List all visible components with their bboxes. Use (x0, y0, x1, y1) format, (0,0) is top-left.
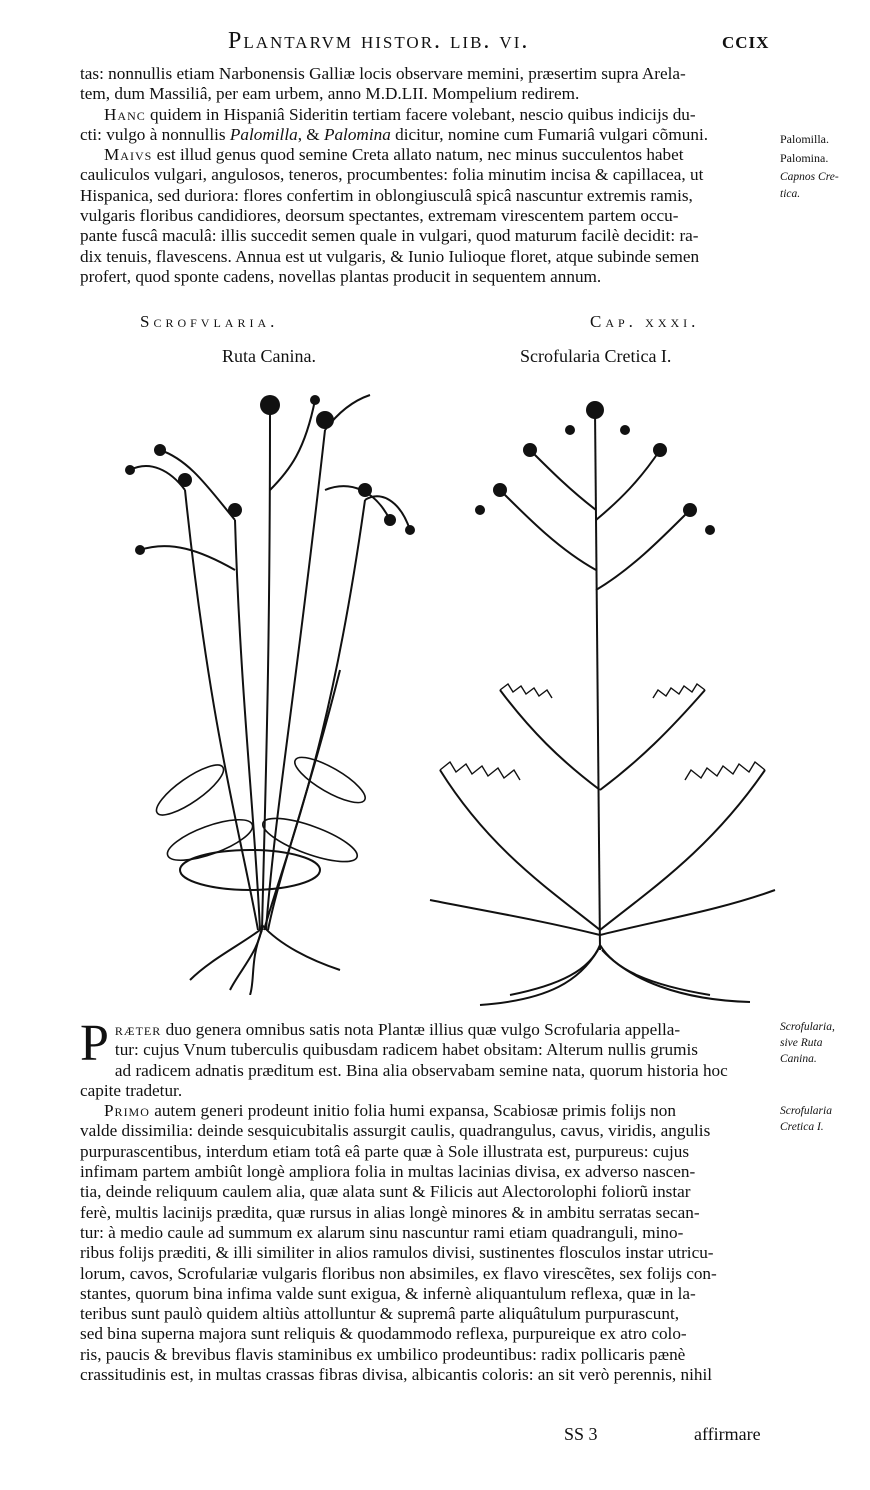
paragraph-hanc (80, 105, 775, 125)
text-line: cauliculos vulgari, angulosos, teneros, procumbentes: folia minutim incisa & capillacea, ut (80, 165, 704, 185)
paragraph-primo (80, 1101, 775, 1121)
text-line: teribus sunt paulò quidem altiùs attolluntur & supremâ parte aliquâtulum purpurascunt, (80, 1304, 680, 1324)
text-line: valde dissimilia: deinde sesquicubitalis assurgit caulis, quadrangulus, cavus, viridis, angulis (80, 1121, 711, 1141)
text-run: , & (297, 124, 324, 144)
text-line: dix tenuis, flavescens. Annua est ut vulgaris, & Iunio Iulioque floret, atque subinde semen (80, 246, 700, 266)
text-line: purpurascentibus, interdum etiam totâ eâ parte quæ à Sole illustrata est, purpureus: cujus (80, 1141, 690, 1161)
text-line: tas: nonnullis etiam Narbonensis Galliæ locis observare memini, præsertim supra Arela- (80, 64, 686, 83)
text-line: infimam partem ambiût longè ampliora folia in multas lacinias divisa, ex adverso nascen- (80, 1162, 696, 1182)
text-line: ribus folijs præditi, & illi similiter in alios ramulos divisi, sustinentes flosculos instar utricu- (80, 1243, 714, 1263)
text-line: tur: cujus Vnum tuberculis quibusdam radicem habet obsitam: Alterum nullis grumis (114, 1040, 698, 1060)
margin-note-capnos-cont: tica. (780, 188, 801, 200)
text-run: autem generi prodeunt initio folia humi expansa, Scabiosæ primis folijs non (149, 1101, 676, 1121)
italic-term: Palomilla (229, 124, 298, 144)
text-run: duo genera omnibus satis nota Plantæ illius quæ vulgo Scrofularia appella- (161, 1020, 681, 1039)
text-line: ferè, multis lacinijs prædita, quæ rursus in alias longè minores & in ambitu serratas secan- (80, 1202, 700, 1222)
lead-word: Primo (104, 1101, 150, 1121)
plant-illustration-left (90, 370, 435, 995)
chapter-number: Cap. xxxi. (590, 312, 700, 331)
top-text-block (80, 64, 775, 287)
text-line: capite tradetur. (80, 1080, 183, 1100)
text-line: tur: à medio caule ad summum ex alarum sinu nascuntur rami etiam quadranguli, mino- (80, 1222, 684, 1242)
text-line: crassitudinis est, in multas crassas fibras divisa, albicantis coloris: an sit verò perennis, nihil (80, 1365, 712, 1385)
text-line (80, 125, 775, 145)
margin-note-capnos: Capnos Cre- (780, 171, 839, 183)
section-heading (0, 312, 870, 336)
bottom-text-block (80, 1015, 775, 1385)
margin-note-canina: Canina. (780, 1053, 817, 1065)
text-line: lorum, cavos, Scrofulariæ vulgaris floribus non absimiles, ex flavo virescẽtes, sex folijs con- (80, 1263, 717, 1283)
catchword: affirmare (694, 1424, 761, 1444)
paragraph-maius (80, 145, 775, 165)
plant-illustration-right (420, 370, 780, 1010)
lead-word: Hanc (104, 104, 146, 124)
margin-note-cretica: Cretica I. (780, 1121, 824, 1133)
text-line: profert, quod sponte cadens, novellas plantas producit in sequentem annum. (80, 266, 602, 286)
lead-word: ræter (114, 1020, 162, 1039)
drop-capital: P (80, 1015, 109, 1072)
italic-term: Palomina (323, 124, 391, 144)
text-line: vulgaris floribus candidiores, deorsum spectantes, extremam virescentem partem occu- (80, 206, 679, 226)
text-run: est illud genus quod semine Creta allato natum, nec minus succulentos habet (152, 145, 684, 165)
text-line: ad radicem adnatis præditum est. Bina alia observabam semine nata, quorum historia hoc (114, 1060, 728, 1080)
margin-note-palomina: Palomina. (780, 151, 829, 165)
text-line: sed bina superna majora sunt reliquis & quodammodo reflexa, purpureique ex atro colo- (80, 1324, 687, 1344)
text-run: cti: vulgo à nonnullis (80, 124, 230, 144)
margin-note-scrofularia-2: Scrofularia (780, 1105, 832, 1117)
text-line: tia, deinde reliquum caulem alia, quæ alata sunt & Filicis aut Alectorolophi foliorũ instar (80, 1182, 691, 1202)
text-line: Hispanica, sed duriora: flores confertim in oblongiusculâ spicâ nascuntur extremis ramis, (80, 185, 693, 205)
page-header (0, 28, 870, 62)
signature-mark: SS 3 (564, 1424, 598, 1444)
margin-note-scrofularia: Scrofularia, (780, 1021, 835, 1033)
text-line: tem, dum Massiliâ, per eam urbem, anno M.D.LII. Mompelium redirem. (80, 84, 580, 104)
text-line: ris, paucis & brevibus flavis staminibus ex umbilico prodeuntibus: radix pollicaris pænè (80, 1344, 686, 1364)
margin-note-sive-ruta: sive Ruta (780, 1037, 823, 1049)
margin-note-palomilla: Palomilla. (780, 132, 829, 146)
text-line: pante fuscâ maculâ: illis succedit semen quale in vulgari, quod maturum facilè decidit: ra- (80, 226, 699, 246)
text-run: dicitur, nomine cum Fumariâ vulgari cõmuni. (390, 124, 709, 144)
folio-number: ccix (722, 28, 770, 54)
running-title: Plantarvm histor. lib. vi. (228, 28, 530, 54)
text-run: quidem in Hispaniâ Sideritin tertiam facere volebant, nescio quibus indicijs du- (145, 104, 696, 124)
woodcut-ruta-canina (90, 370, 435, 995)
figure-caption-right: Scrofularia Cretica I. (520, 346, 672, 366)
lead-word: Maivs (104, 145, 153, 165)
text-line: stantes, quorum bina infima valde sunt exigua, & infernè aliquantulum reflexa, quæ in la- (80, 1283, 696, 1303)
woodcut-scrofularia-cretica (420, 370, 780, 1010)
section-title: Scrofvlaria. (140, 312, 279, 331)
figure-caption-left: Ruta Canina. (222, 346, 316, 366)
